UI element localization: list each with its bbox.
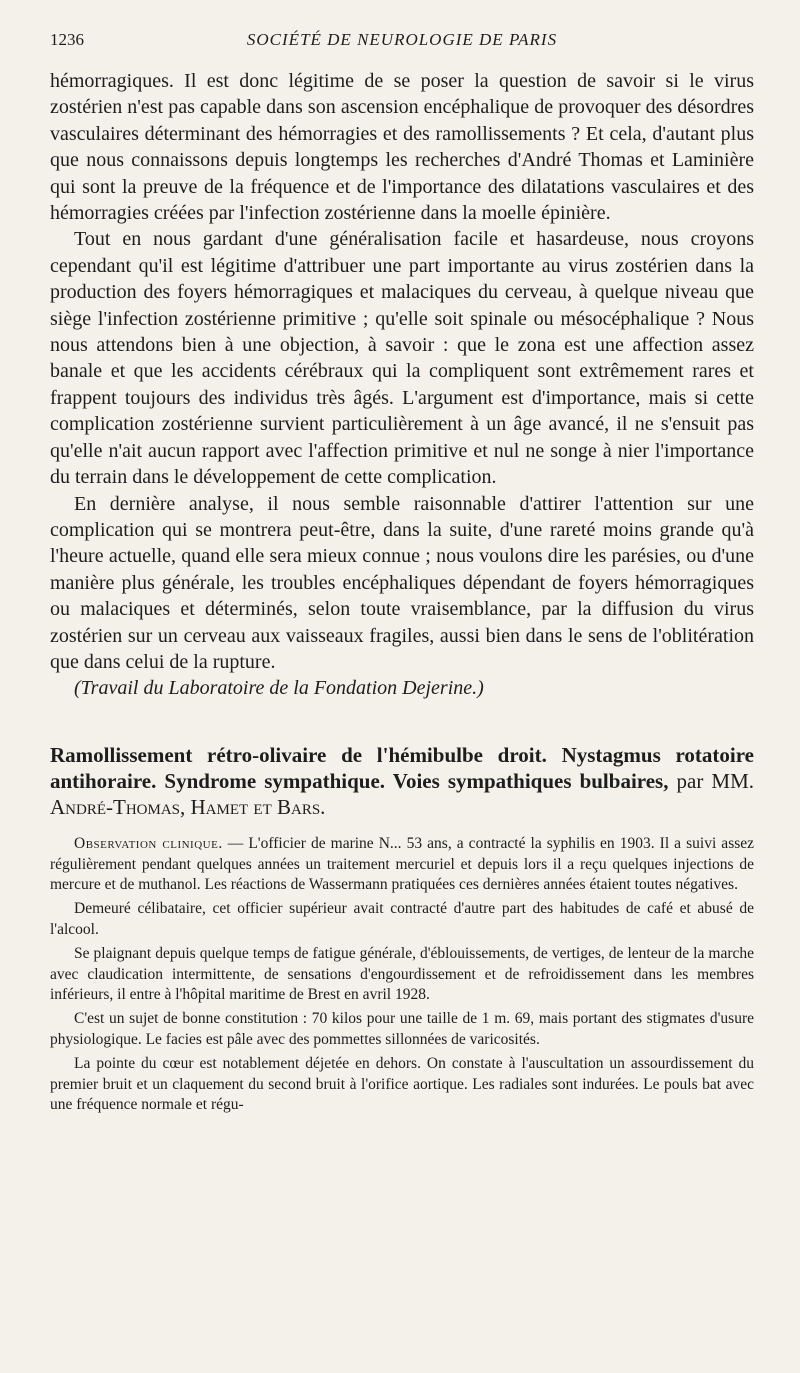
article-body xyxy=(50,68,754,702)
laboratory-credit: (Travail du Laboratoire de la Fondation Dejerine.) xyxy=(74,677,484,700)
observation-lead: Observation clinique. xyxy=(74,834,223,852)
page-number: 1236 xyxy=(50,30,84,49)
observation-paragraph: C'est un sujet de bonne constitution : 70 kilos pour une taille de 1 m. 69, mais portant des stigmates d'usure physiologique. Le facies est pâle avec des pommettes sillonnées de varicosités. xyxy=(50,1010,754,1048)
observation-section xyxy=(50,834,754,1116)
body-paragraph: En dernière analyse, il nous semble raisonnable d'attirer l'attention sur une complication qui se montrera peut-être, dans la suite, d'une rareté moins grande qu'à l'heure actuelle, quand elle sera mieux connue ; nous voulons dire les parésies, ou d'une manière plus générale, les troubles encéphaliques dépendant de foyers hémorragiques ou malaciques et déterminés, selon toute vraisemblance, par la diffusion du virus zostérien sur un cerveau aux vaisseaux fragiles, aussi bien dans le sens de l'oblitération que dans celui de la rupture. xyxy=(50,492,754,673)
body-paragraph: Tout en nous gardant d'une généralisation facile et hasardeuse, nous croyons cependant qu'il est légitime d'attribuer une part importante au virus zostérien dans la production des foyers hémorragiques et malaciques du cerveau, à quelque niveau que siège l'infection zostérienne primitive ; qu'elle soit spinale ou mésocéphalique ? Nous nous attendons bien à une objection, à savoir : que le zona est une affection assez banale et que les accidents cérébraux qui la compliquent sont extrêmement rares et frappent toujours des individus très âgés. L'argument est d'importance, mais si cette complication zostérienne survient particulièrement à un âge avancé, il ne s'ensuit pas qu'elle n'ait aucun rapport avec l'affection primitive et nul ne songe à nier l'importance du terrain dans le développement de cette complication. xyxy=(50,228,754,489)
authors: André-Thomas, Hamet et Bars. xyxy=(50,794,326,819)
observation-paragraph: Se plaignant depuis quelque temps de fatigue générale, d'éblouissements, de vertiges, de lenteur de la marche avec claudication intermittente, de sensations d'engourdissement et de refroidissement dans les membres inférieurs, il entre à l'hôpital maritime de Brest en avril 1928. xyxy=(50,944,754,1004)
observation-paragraph: Demeuré célibataire, cet officier supérieur avait contracté d'autre part des habitudes de café et abusé de l'alcool. xyxy=(50,900,754,938)
page-header xyxy=(50,30,754,60)
observation-text: — L'officier de marine N... 53 ans, a contracté la syphilis en 1903. Il a suivi assez régulièrement pendant quelques années un traitement mercuriel et depuis lors il a reçu quelques injections de mercure et de muthanol. Les réactions de Wassermann pratiquées ces dernières années étaient toutes négatives. xyxy=(50,834,755,894)
observation-paragraph xyxy=(50,834,754,896)
authors-prefix: par MM. xyxy=(676,768,754,793)
section-heading xyxy=(50,742,754,820)
body-paragraph: hémorragiques. Il est donc légitime de se poser la question de savoir si le virus zostérien n'est pas capable dans son ascension encéphalique de provoquer des désordres vasculaires déterminant des hémorragies et des ramollissements ? Et cela, d'autant plus que nous connaissons depuis longtemps les recherches d'André Thomas et Laminière qui sont la preuve de la fréquence et de l'importance des dilatations vasculaires et des hémorragies créées par l'infection zostérienne dans la moelle épinière. xyxy=(50,70,754,225)
section-title-text: Ramollissement rétro-olivaire de l'hémibulbe droit. Nystagmus rotatoire antihoraire. Syndrome sympathique. Voies sympathiques bulbaires, xyxy=(50,742,754,793)
running-title: SOCIÉTÉ DE NEUROLOGIE DE PARIS xyxy=(246,30,558,49)
observation-paragraph: La pointe du cœur est notablement déjetée en dehors. On constate à l'auscultation un assourdissement du premier bruit et un claquement du second bruit à l'orifice aortique. Les radiales sont indurées. Le pouls bat avec une fréquence normale et régu- xyxy=(50,1054,754,1114)
